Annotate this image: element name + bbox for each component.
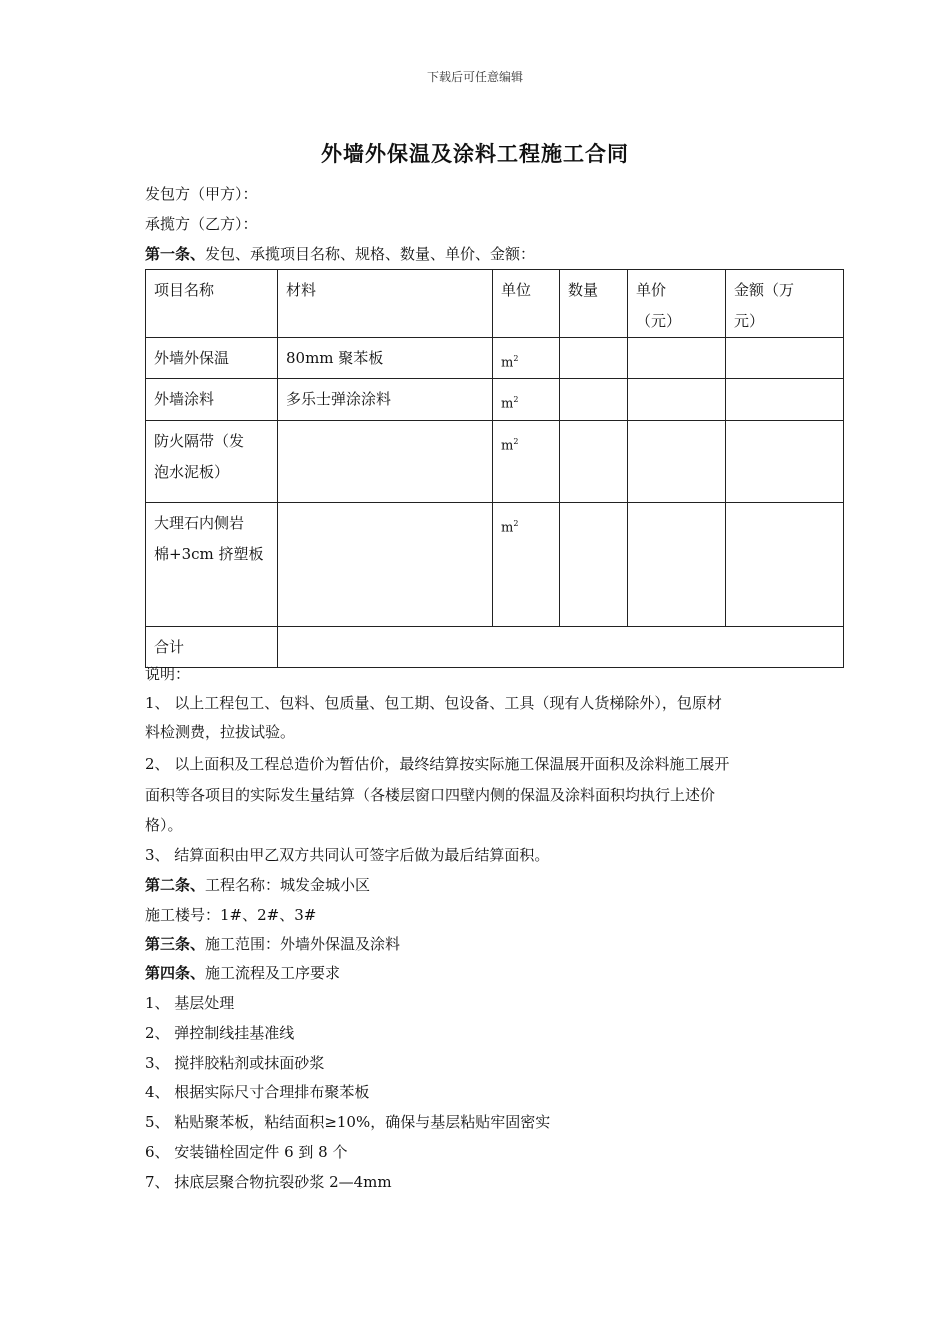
process-step: 2、 弹控制线挂基准线 xyxy=(145,1024,295,1042)
header-amount xyxy=(726,270,844,338)
row-amount xyxy=(726,502,844,626)
clause-1-label: 第一条、 xyxy=(145,245,206,263)
row-name: 外墙外保温 xyxy=(146,338,278,379)
row-amount xyxy=(726,379,844,420)
row-price xyxy=(628,338,726,379)
table-row xyxy=(146,338,844,379)
row-name-line2: 棉+3cm 挤塑板 xyxy=(154,544,264,563)
clause-4 xyxy=(145,961,340,985)
header-name: 项目名称 xyxy=(146,270,278,338)
clause-2 xyxy=(145,873,370,897)
unit-exponent: 2 xyxy=(513,436,519,446)
clause-1 xyxy=(145,242,535,266)
total-value xyxy=(278,626,844,667)
table-total-row xyxy=(146,626,844,667)
row-price xyxy=(628,379,726,420)
process-step: 1、 基层处理 xyxy=(145,994,235,1012)
row-material: 80mm 聚苯板 xyxy=(278,338,493,379)
header-amount-line2: 元） xyxy=(734,312,765,330)
header-price xyxy=(628,270,726,338)
row-qty xyxy=(560,379,628,420)
table-row xyxy=(146,379,844,420)
row-name xyxy=(146,420,278,502)
row-name-line1: 防火隔带（发 xyxy=(154,431,245,450)
row-name-line1: 大理石内侧岩 xyxy=(154,513,245,532)
clause-3-text: 施工范围：外墙外保温及涂料 xyxy=(205,935,401,953)
header-amount-line1: 金额（万 xyxy=(734,281,795,299)
header-price-line1: 单价 xyxy=(636,281,667,299)
row-amount xyxy=(726,420,844,502)
header-price-line2: （元） xyxy=(636,312,682,330)
items-table xyxy=(145,269,844,668)
row-material xyxy=(278,420,493,502)
unit-exponent: 2 xyxy=(513,395,519,405)
table-row xyxy=(146,420,844,502)
clause-2-label: 第二条、 xyxy=(145,876,206,894)
row-unit xyxy=(493,338,560,379)
note-1-line2: 料检测费，拉拔试验。 xyxy=(145,723,296,741)
unit-text: m xyxy=(501,519,514,535)
row-qty xyxy=(560,502,628,626)
row-unit xyxy=(493,420,560,502)
process-step: 3、 搅拌胶粘剂或抹面砂浆 xyxy=(145,1054,325,1072)
row-name-line2: 泡水泥板） xyxy=(154,462,230,481)
header-unit: 单位 xyxy=(493,270,560,338)
row-amount xyxy=(726,338,844,379)
header-note: 下载后可任意编辑 xyxy=(426,70,523,84)
row-name: 外墙涂料 xyxy=(146,379,278,420)
row-price xyxy=(628,502,726,626)
clause-2-text: 工程名称：城发金城小区 xyxy=(205,876,371,894)
note-2-line2: 面积等各项目的实际发生量结算（各楼层窗口四壁内侧的保温及涂料面积均执行上述价 xyxy=(145,786,716,804)
unit-text: m xyxy=(501,355,514,371)
process-step: 6、 安装锚栓固定件 6 到 8 个 xyxy=(145,1143,348,1161)
party-b-line: 承揽方（乙方）： xyxy=(145,215,258,233)
header-qty: 数量 xyxy=(560,270,628,338)
process-step: 7、 抹底层聚合物抗裂砂浆 2—4mm xyxy=(145,1173,392,1191)
header-material: 材料 xyxy=(278,270,493,338)
party-a-line: 发包方（甲方）： xyxy=(145,185,258,203)
process-step: 5、 粘贴聚苯板，粘结面积≥10%，确保与基层粘贴牢固密实 xyxy=(145,1113,551,1131)
document-title: 外墙外保温及涂料工程施工合同 xyxy=(321,141,629,166)
row-qty xyxy=(560,338,628,379)
process-step: 4、 根据实际尺寸合理排布聚苯板 xyxy=(145,1083,370,1101)
row-qty xyxy=(560,420,628,502)
row-material xyxy=(278,502,493,626)
note-3: 3、 结算面积由甲乙双方共同认可签字后做为最后结算面积。 xyxy=(145,846,550,864)
clause-1-text: 发包、承揽项目名称、规格、数量、单价、金额： xyxy=(205,245,536,263)
table-header-row xyxy=(146,270,844,338)
note-2-line1: 2、 以上面积及工程总造价为暂估价，最终结算按实际施工保温展开面积及涂料施工展开 xyxy=(145,755,730,773)
unit-text: m xyxy=(501,396,514,412)
row-price xyxy=(628,420,726,502)
clause-3-label: 第三条、 xyxy=(145,935,206,953)
row-unit xyxy=(493,379,560,420)
note-2-line3: 格）。 xyxy=(145,816,183,834)
note-1-line1: 1、 以上工程包工、包料、包质量、包工期、包设备、工具（现有人货梯除外），包原材 xyxy=(145,694,722,712)
unit-exponent: 2 xyxy=(513,354,519,363)
row-unit xyxy=(493,502,560,626)
clause-4-text: 施工流程及工序要求 xyxy=(205,964,341,982)
notes-heading: 说明： xyxy=(145,665,191,683)
unit-exponent: 2 xyxy=(513,518,519,528)
table-row xyxy=(146,502,844,626)
total-label: 合计 xyxy=(146,626,278,667)
row-material: 多乐士弹涂涂料 xyxy=(278,379,493,420)
row-name xyxy=(146,502,278,626)
clause-3 xyxy=(145,932,400,956)
building-numbers: 施工楼号：1#、2#、3# xyxy=(145,906,317,924)
clause-4-label: 第四条、 xyxy=(145,964,206,982)
unit-text: m xyxy=(501,437,514,453)
